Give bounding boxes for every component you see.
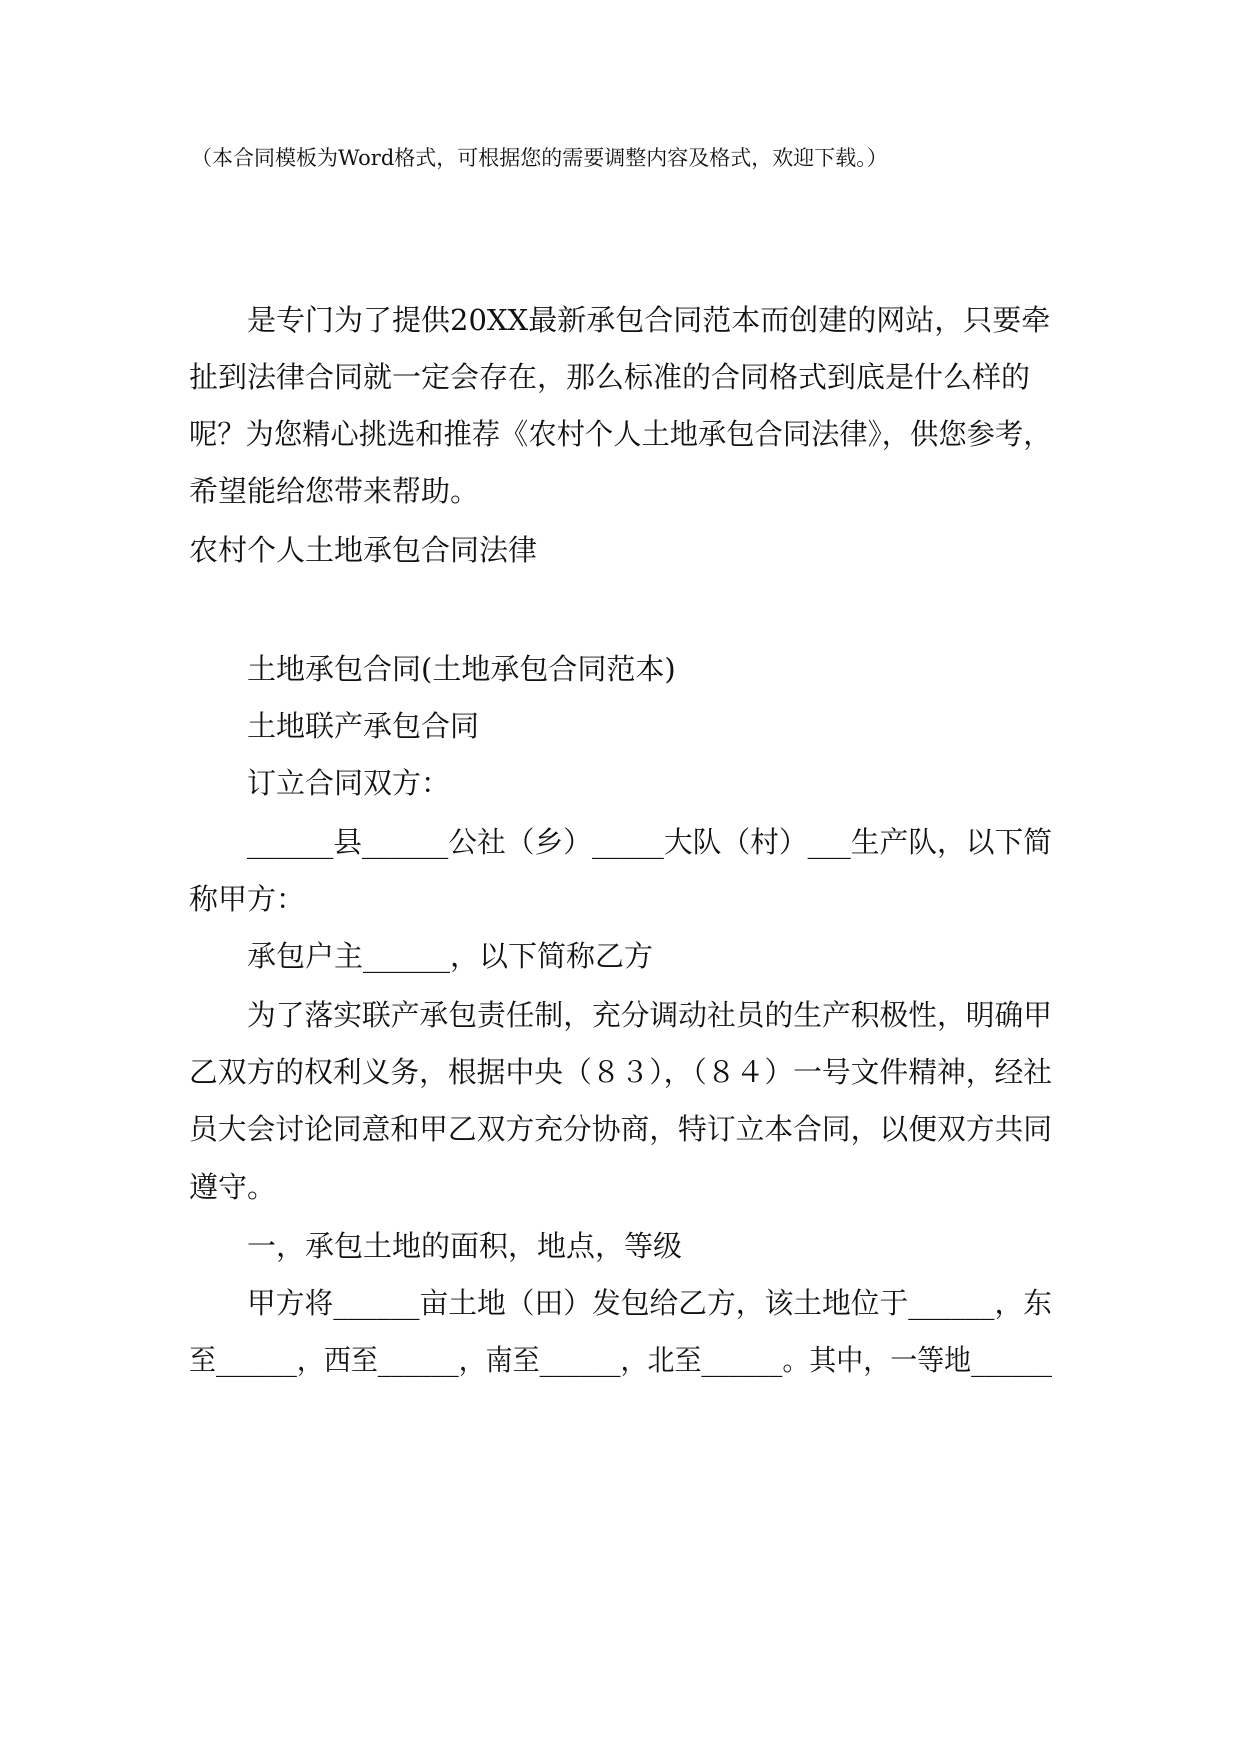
- party-a-line-2: 称甲方：: [189, 882, 306, 916]
- purpose-line-1: 为了落实联产承包责任制，充分调动社员的生产积极性，明确甲: [247, 998, 1053, 1032]
- party-b-line: 承包户主______，以下简称乙方: [247, 939, 654, 973]
- intro-line-4: 希望能给您带来帮助。: [189, 474, 480, 508]
- section-1-line-2: 至______，西至______，南至______，北至______。其中，一等地______: [189, 1343, 1053, 1377]
- section-1-title: 一，承包土地的面积，地点，等级: [247, 1229, 683, 1263]
- purpose-line-2: 乙双方的权利义务，根据中央（８３），（８４）一号文件精神，经社: [189, 1055, 1053, 1089]
- purpose-line-3: 员大会讨论同意和甲乙双方充分协商，特订立本合同，以便双方共同: [189, 1112, 1053, 1146]
- intro-line-3: 呢？为您精心挑选和推荐《农村个人土地承包合同法律》，供您参考，: [189, 417, 1052, 451]
- section-1-line-1: 甲方将______亩土地（田）发包给乙方，该土地位于______，东: [247, 1286, 1053, 1320]
- contract-title: 土地承包合同(土地承包合同范本): [247, 652, 676, 686]
- intro-line-2: 扯到法律合同就一定会存在，那么标准的合同格式到底是什么样的: [189, 360, 1031, 394]
- contract-subtitle: 土地联产承包合同: [247, 709, 480, 743]
- template-note: （本合同模板为Word格式，可根据您的需要调整内容及格式，欢迎下载。）: [191, 146, 888, 170]
- purpose-line-4: 遵守。: [189, 1170, 277, 1204]
- document-heading: 农村个人土地承包合同法律: [189, 533, 538, 567]
- party-a-line-1: ______县______公社（乡）_____大队（村）___生产队，以下简: [247, 825, 1053, 859]
- intro-line-1: 是专门为了提供20XX最新承包合同范本而创建的网站，只要牵: [247, 303, 1051, 337]
- parties-label: 订立合同双方：: [247, 766, 451, 800]
